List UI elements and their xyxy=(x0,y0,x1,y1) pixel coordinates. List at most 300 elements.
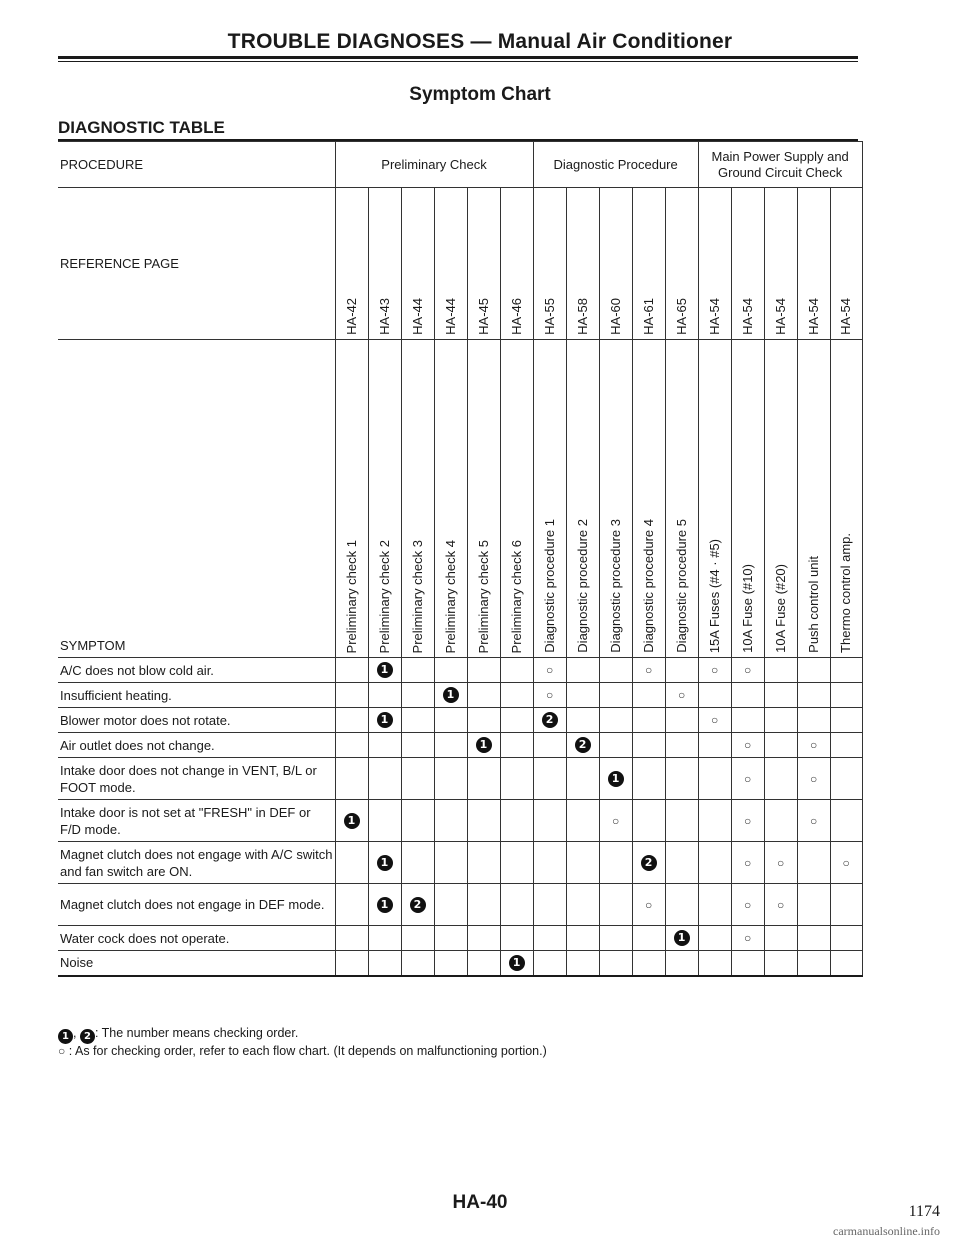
reference-page-cell xyxy=(533,188,566,340)
reference-page-cell xyxy=(764,188,797,340)
table-cell xyxy=(764,951,797,976)
procedure-column-header xyxy=(830,340,862,658)
procedure-column-header xyxy=(764,340,797,658)
circle-mark-icon: ○ xyxy=(810,738,818,752)
section-title: DIAGNOSTIC TABLE xyxy=(58,118,225,137)
table-cell xyxy=(632,758,665,800)
procedure-name: Diagnostic procedure 1 xyxy=(541,519,557,653)
circle-mark-icon: ○ xyxy=(810,771,818,786)
table-cell xyxy=(368,951,401,976)
diagnostic-table xyxy=(58,141,863,977)
reference-page-cell xyxy=(500,188,533,340)
table-row xyxy=(58,658,862,683)
symptom-text: A/C does not blow cold air. xyxy=(58,658,335,683)
table-cell xyxy=(500,842,533,884)
table-cell xyxy=(665,658,698,683)
table-cell xyxy=(764,708,797,733)
table-cell xyxy=(368,758,401,800)
reference-page: HA-44 xyxy=(442,298,458,335)
table-cell xyxy=(566,658,599,683)
procedure-column-header xyxy=(731,340,764,658)
table-cell xyxy=(533,800,566,842)
table-cell xyxy=(500,758,533,800)
table-cell xyxy=(500,951,533,976)
procedure-column-header xyxy=(599,340,632,658)
table-cell xyxy=(632,951,665,976)
table-cell xyxy=(566,708,599,733)
table-cell xyxy=(467,683,500,708)
table-cell xyxy=(401,951,434,976)
table-cell xyxy=(401,683,434,708)
reference-page: HA-46 xyxy=(508,298,524,335)
legend-order-text: : The number means checking order. xyxy=(94,1026,299,1040)
order-badge: 2 xyxy=(542,712,558,728)
circle-mark-icon: ○ xyxy=(744,738,752,752)
table-cell xyxy=(368,658,401,683)
table-cell xyxy=(335,658,368,683)
table-cell xyxy=(665,758,698,800)
procedure-label: PROCEDURE xyxy=(58,142,335,188)
table-cell xyxy=(434,733,467,758)
symptom-label: SYMPTOM xyxy=(58,340,335,658)
table-row xyxy=(58,708,862,733)
table-cell xyxy=(665,926,698,951)
order-badge: 2 xyxy=(575,737,591,753)
reference-page: HA-45 xyxy=(475,298,491,335)
table-cell xyxy=(731,658,764,683)
table-cell xyxy=(632,658,665,683)
table-cell xyxy=(731,758,764,800)
procedure-name: Diagnostic procedure 4 xyxy=(640,519,656,653)
table-cell xyxy=(731,884,764,926)
procedure-name: Preliminary check 6 xyxy=(508,539,524,653)
procedure-name: 15A Fuses (#4 · #5) xyxy=(706,538,722,653)
circle-mark-icon: ○ xyxy=(644,663,653,677)
table-row xyxy=(58,842,862,884)
circle-mark-icon: ○ xyxy=(744,855,752,870)
symptom-text: Magnet clutch does not engage in DEF mode. xyxy=(58,884,335,926)
table-cell xyxy=(335,758,368,800)
table-row xyxy=(58,884,862,926)
table-cell xyxy=(467,758,500,800)
procedure-name: Push control unit xyxy=(805,556,821,653)
circle-mark-icon: ○ xyxy=(842,855,850,870)
reference-page: HA-42 xyxy=(343,298,359,335)
table-cell xyxy=(533,658,566,683)
circle-mark-icon: ○ xyxy=(744,663,752,677)
reference-page: HA-44 xyxy=(409,298,425,335)
circle-mark-icon: ○ xyxy=(58,1044,66,1058)
procedure-name: Thermo control amp. xyxy=(838,533,854,653)
legend-order: 1 , 2 : The number means checking order. xyxy=(58,1026,547,1044)
table-cell xyxy=(830,800,862,842)
table-cell xyxy=(500,733,533,758)
table-cell xyxy=(467,951,500,976)
table-cell xyxy=(797,658,830,683)
table-cell xyxy=(434,884,467,926)
order-badge: 1 xyxy=(377,662,393,678)
table-cell xyxy=(731,683,764,708)
order-badge-2: 2 xyxy=(80,1029,95,1044)
procedure-column-header xyxy=(632,340,665,658)
circle-mark-icon: ○ xyxy=(777,897,785,912)
legend xyxy=(58,1026,547,1059)
reference-page-cell xyxy=(599,188,632,340)
reference-page-cell xyxy=(401,188,434,340)
table-cell xyxy=(467,800,500,842)
table-cell xyxy=(797,951,830,976)
table-cell xyxy=(566,842,599,884)
procedure-name: Preliminary check 4 xyxy=(442,539,458,653)
table-cell xyxy=(764,800,797,842)
page-subtitle: Symptom Chart xyxy=(409,84,551,105)
reference-page: HA-54 xyxy=(772,298,788,335)
table-cell xyxy=(467,658,500,683)
table-cell xyxy=(368,926,401,951)
table-row xyxy=(58,758,862,800)
group-header: Preliminary Check xyxy=(335,142,533,188)
table-cell xyxy=(467,708,500,733)
order-badge: 1 xyxy=(476,737,492,753)
table-cell xyxy=(665,733,698,758)
table-cell xyxy=(401,842,434,884)
table-cell xyxy=(797,733,830,758)
reference-page-cell xyxy=(335,188,368,340)
procedure-name: 10A Fuse (#10) xyxy=(739,564,755,653)
table-cell xyxy=(698,951,731,976)
reference-page-label: REFERENCE PAGE xyxy=(58,188,335,340)
circle-mark-icon: ○ xyxy=(644,897,653,912)
table-cell xyxy=(632,800,665,842)
table-cell xyxy=(698,884,731,926)
table-cell xyxy=(665,683,698,708)
order-badge-1: 1 xyxy=(58,1029,73,1044)
procedure-column-header xyxy=(401,340,434,658)
table-cell xyxy=(368,733,401,758)
table-cell xyxy=(368,708,401,733)
table-cell xyxy=(500,658,533,683)
table-cell xyxy=(599,951,632,976)
reference-page-cell xyxy=(566,188,599,340)
table-cell xyxy=(566,800,599,842)
reference-page: HA-43 xyxy=(376,298,392,335)
table-cell xyxy=(335,884,368,926)
reference-page: HA-54 xyxy=(739,298,755,335)
table-cell xyxy=(698,800,731,842)
table-cell xyxy=(434,926,467,951)
table-row xyxy=(58,683,862,708)
reference-page: HA-55 xyxy=(541,298,557,335)
procedure-column-header xyxy=(698,340,731,658)
table-cell xyxy=(698,842,731,884)
order-badge: 2 xyxy=(410,897,426,913)
table-cell xyxy=(335,926,368,951)
circle-mark-icon: ○ xyxy=(545,663,554,677)
symptom-text: Intake door is not set at "FRESH" in DEF or F/D mode. xyxy=(58,800,335,842)
procedure-name: Preliminary check 5 xyxy=(475,539,491,653)
table-cell xyxy=(500,800,533,842)
table-cell xyxy=(434,842,467,884)
table-cell xyxy=(566,951,599,976)
table-cell xyxy=(599,800,632,842)
reference-page-cell xyxy=(665,188,698,340)
table-cell xyxy=(434,951,467,976)
table-cell xyxy=(533,926,566,951)
table-cell xyxy=(665,842,698,884)
procedure-column-header xyxy=(500,340,533,658)
table-cell xyxy=(335,708,368,733)
table-cell xyxy=(797,708,830,733)
circle-mark-icon: ○ xyxy=(677,688,686,702)
reference-page: HA-54 xyxy=(706,298,722,335)
circle-mark-icon: ○ xyxy=(777,855,785,870)
order-badge: 2 xyxy=(641,855,657,871)
table-cell xyxy=(599,733,632,758)
order-badge: 1 xyxy=(344,813,360,829)
procedure-column-header xyxy=(566,340,599,658)
site-watermark: carmanualsonline.info xyxy=(833,1224,940,1238)
procedure-column-header xyxy=(797,340,830,658)
group-header: Diagnostic Procedure xyxy=(533,142,698,188)
table-cell xyxy=(434,708,467,733)
table-cell xyxy=(401,708,434,733)
table-cell xyxy=(764,758,797,800)
order-badge: 1 xyxy=(377,897,393,913)
title-rule-thin xyxy=(58,61,858,62)
table-cell xyxy=(632,733,665,758)
table-cell xyxy=(698,658,731,683)
table-cell xyxy=(566,733,599,758)
symptom-text: Intake door does not change in VENT, B/L or FOOT mode. xyxy=(58,758,335,800)
table-cell xyxy=(830,658,862,683)
table-cell xyxy=(764,884,797,926)
reference-page-cell xyxy=(368,188,401,340)
symptom-text: Insufficient heating. xyxy=(58,683,335,708)
table-cell xyxy=(467,733,500,758)
circle-mark-icon: ○ xyxy=(744,931,752,945)
reference-page: HA-54 xyxy=(805,298,821,335)
table-cell xyxy=(368,842,401,884)
table-cell xyxy=(632,683,665,708)
circle-mark-icon: ○ xyxy=(744,771,752,786)
symptom-text: Magnet clutch does not engage with A/C switch and fan switch are ON. xyxy=(58,842,335,884)
reference-page-cell xyxy=(467,188,500,340)
table-cell xyxy=(731,842,764,884)
table-cell xyxy=(764,842,797,884)
table-cell xyxy=(632,884,665,926)
table-cell xyxy=(830,758,862,800)
table-cell xyxy=(566,926,599,951)
table-cell xyxy=(797,842,830,884)
table-cell xyxy=(533,683,566,708)
table-cell xyxy=(764,733,797,758)
title-rule xyxy=(58,56,858,59)
symptom-text: Air outlet does not change. xyxy=(58,733,335,758)
table-cell xyxy=(368,683,401,708)
table-cell xyxy=(764,683,797,708)
procedure-name: Preliminary check 1 xyxy=(343,539,359,653)
table-cell xyxy=(599,683,632,708)
table-cell xyxy=(434,758,467,800)
table-cell xyxy=(764,926,797,951)
symptom-text: Water cock does not operate. xyxy=(58,926,335,951)
table-cell xyxy=(401,758,434,800)
table-cell xyxy=(797,758,830,800)
circle-mark-icon: ○ xyxy=(611,813,620,828)
table-cell xyxy=(500,683,533,708)
order-badge: 1 xyxy=(443,687,459,703)
procedure-column-header xyxy=(665,340,698,658)
procedure-column-header xyxy=(368,340,401,658)
table-cell xyxy=(335,800,368,842)
table-cell xyxy=(599,758,632,800)
table-cell xyxy=(830,708,862,733)
table-cell xyxy=(368,800,401,842)
table-cell xyxy=(467,842,500,884)
table-cell xyxy=(731,926,764,951)
table-cell xyxy=(830,842,862,884)
legend-circle-text: : As for checking order, refer to each flow chart. (It depends on malfunctioning portion.) xyxy=(68,1044,547,1058)
table-cell xyxy=(599,884,632,926)
reference-page-cell xyxy=(698,188,731,340)
procedure-column-header xyxy=(533,340,566,658)
table-cell xyxy=(599,926,632,951)
circle-mark-icon: ○ xyxy=(711,713,719,727)
table-cell xyxy=(632,708,665,733)
table-cell xyxy=(830,683,862,708)
table-cell xyxy=(698,758,731,800)
table-cell xyxy=(665,884,698,926)
table-row xyxy=(58,951,862,976)
reference-page-cell xyxy=(797,188,830,340)
procedure-name: Diagnostic procedure 2 xyxy=(574,519,590,653)
table-cell xyxy=(401,733,434,758)
table-cell xyxy=(797,926,830,951)
table-cell xyxy=(830,951,862,976)
order-badge: 1 xyxy=(674,930,690,946)
group-header: Main Power Supply and Ground Circuit Check xyxy=(698,142,862,188)
circle-mark-icon: ○ xyxy=(545,688,554,702)
legend-circle xyxy=(58,1044,547,1059)
procedure-name: 10A Fuse (#20) xyxy=(772,564,788,653)
table-cell xyxy=(500,926,533,951)
procedure-column-header xyxy=(467,340,500,658)
table-cell xyxy=(797,683,830,708)
table-cell xyxy=(797,884,830,926)
table-cell xyxy=(467,884,500,926)
procedure-column-header xyxy=(434,340,467,658)
table-cell xyxy=(566,683,599,708)
reference-page: HA-54 xyxy=(838,298,854,335)
procedure-name: Diagnostic procedure 3 xyxy=(607,519,623,653)
page-code: HA-40 xyxy=(452,1192,508,1213)
circle-mark-icon: ○ xyxy=(711,663,719,677)
table-cell xyxy=(335,951,368,976)
table-cell xyxy=(335,683,368,708)
table-cell xyxy=(533,758,566,800)
table-cell xyxy=(566,758,599,800)
table-cell xyxy=(401,884,434,926)
order-badge: 1 xyxy=(509,955,525,971)
table-cell xyxy=(368,884,401,926)
table-cell xyxy=(731,733,764,758)
table-cell xyxy=(665,951,698,976)
table-cell xyxy=(533,842,566,884)
table-cell xyxy=(401,658,434,683)
table-cell xyxy=(698,683,731,708)
table-cell xyxy=(599,658,632,683)
procedure-name: Diagnostic procedure 5 xyxy=(673,519,689,653)
table-cell xyxy=(665,800,698,842)
table-cell xyxy=(698,733,731,758)
order-badge: 1 xyxy=(377,855,393,871)
table-cell xyxy=(401,926,434,951)
table-cell xyxy=(533,951,566,976)
table-cell xyxy=(698,708,731,733)
table-cell xyxy=(731,800,764,842)
circle-mark-icon: ○ xyxy=(744,897,752,912)
procedure-column-header xyxy=(335,340,368,658)
reference-page-cell xyxy=(830,188,862,340)
table-cell xyxy=(335,733,368,758)
table-cell xyxy=(797,800,830,842)
table-cell xyxy=(698,926,731,951)
table-cell xyxy=(632,842,665,884)
circle-mark-icon: ○ xyxy=(810,813,818,828)
table-cell xyxy=(335,842,368,884)
procedure-name: Preliminary check 2 xyxy=(376,539,392,653)
table-cell xyxy=(434,683,467,708)
table-cell xyxy=(533,733,566,758)
page-number: 1174 xyxy=(908,1203,940,1220)
table-cell xyxy=(764,658,797,683)
reference-page-cell xyxy=(632,188,665,340)
table-cell xyxy=(566,884,599,926)
table-cell xyxy=(599,708,632,733)
symptom-text: Blower motor does not rotate. xyxy=(58,708,335,733)
table-cell xyxy=(599,842,632,884)
reference-page-cell xyxy=(434,188,467,340)
reference-page: HA-65 xyxy=(673,298,689,335)
table-cell xyxy=(830,884,862,926)
table-cell xyxy=(533,708,566,733)
table-row xyxy=(58,926,862,951)
table-cell xyxy=(533,884,566,926)
order-badge: 1 xyxy=(377,712,393,728)
table-cell xyxy=(830,733,862,758)
table-cell xyxy=(401,800,434,842)
circle-mark-icon: ○ xyxy=(744,813,752,828)
reference-page: HA-58 xyxy=(574,298,590,335)
page-title: TROUBLE DIAGNOSES — Manual Air Conditioner xyxy=(227,30,733,53)
table-cell xyxy=(632,926,665,951)
reference-page-cell xyxy=(731,188,764,340)
table-cell xyxy=(434,800,467,842)
table-cell xyxy=(500,708,533,733)
reference-page: HA-60 xyxy=(607,298,623,335)
table-cell xyxy=(830,926,862,951)
order-badge: 1 xyxy=(608,771,624,787)
table-cell xyxy=(500,884,533,926)
table-cell xyxy=(731,708,764,733)
reference-page: HA-61 xyxy=(640,298,656,335)
table-cell xyxy=(665,708,698,733)
table-cell xyxy=(434,658,467,683)
procedure-name: Preliminary check 3 xyxy=(409,539,425,653)
symptom-text: Noise xyxy=(58,951,335,976)
table-cell xyxy=(467,926,500,951)
table-row xyxy=(58,733,862,758)
